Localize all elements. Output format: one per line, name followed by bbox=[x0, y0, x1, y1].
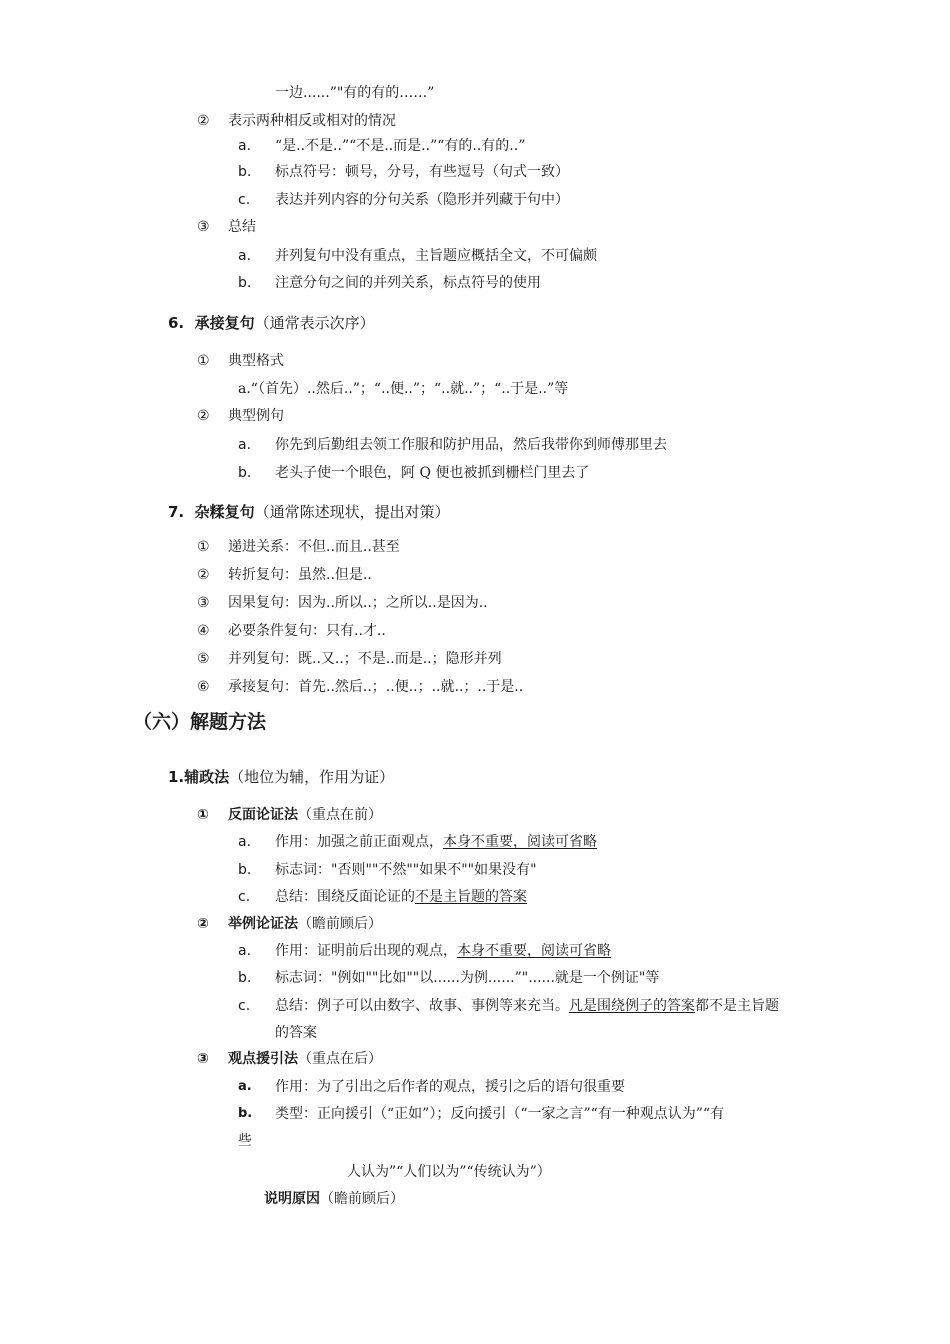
list-item: 老头子使一个眼色，阿 Q 便也被抓到栅栏门里去了 bbox=[275, 465, 590, 481]
list-marker: a. bbox=[238, 138, 252, 154]
list-marker: a. bbox=[238, 1079, 252, 1094]
list-marker: b. bbox=[238, 862, 252, 878]
heading-subtitle: （通常陈述现状，提出对策） bbox=[254, 503, 450, 521]
list-item: a.“（首先）..然后..”；“..便..”；“..就..”；“..于是..”等 bbox=[238, 381, 569, 397]
heading-title: 1.辅政法 bbox=[168, 768, 230, 786]
list-marker: ④ bbox=[197, 623, 210, 639]
list-marker: a. bbox=[238, 248, 252, 264]
heading-subtitle: （地位为辅，作用为证） bbox=[229, 768, 395, 786]
list-marker: ① bbox=[197, 539, 210, 555]
list-item-heading: 表示两种相反或相对的情况 bbox=[228, 113, 396, 129]
subsection-title: 反面论证法 bbox=[228, 807, 298, 823]
list-item: 注意分句之间的并列关系，标点符号的使用 bbox=[275, 275, 541, 291]
subsection-heading bbox=[228, 914, 382, 934]
list-item: “是..不是..”“不是..而是..”“有的..有的..” bbox=[275, 138, 526, 154]
list-item: 标志词："否则""不然""如果不""如果没有" bbox=[275, 862, 537, 878]
list-marker: b. bbox=[238, 275, 252, 291]
list-item: 作用：为了引出之后作者的观点，援引之后的语句很重要 bbox=[275, 1079, 625, 1095]
list-item: 类型：正向援引（“正如”）；反向援引（“一家之言”“有一种观点认为”“有 bbox=[275, 1106, 725, 1122]
list-marker: c. bbox=[238, 192, 251, 208]
heading-title: 承接复句 bbox=[194, 314, 255, 332]
list-item: 递进关系：不但..而且..甚至 bbox=[228, 539, 400, 555]
list-marker: ③ bbox=[197, 595, 210, 611]
list-marker: b. bbox=[238, 1106, 253, 1121]
list-marker: a. bbox=[238, 437, 252, 453]
text-run: 都不是主旨题 bbox=[695, 998, 779, 1014]
heading-title: 杂糅复句 bbox=[194, 503, 255, 521]
list-item: 标志词："例如""比如""以......为例......”"......就是一个例证"等 bbox=[275, 970, 660, 986]
list-item-heading: 典型例句 bbox=[228, 408, 284, 424]
list-item bbox=[275, 887, 527, 907]
list-item bbox=[275, 832, 597, 852]
text-run: 作用：证明前后出现的观点， bbox=[275, 943, 457, 959]
subsection-title: 观点援引法 bbox=[228, 1051, 298, 1067]
list-item-continuation: 些 bbox=[238, 1133, 252, 1149]
list-marker: a. bbox=[238, 943, 252, 959]
list-marker: c. bbox=[238, 889, 251, 905]
list-item-continuation: 的答案 bbox=[275, 1025, 317, 1041]
list-marker: b. bbox=[238, 465, 252, 481]
list-marker: ① bbox=[197, 807, 209, 823]
text-run: 作用：加强之前正面观点， bbox=[275, 834, 443, 850]
subsection-subtitle: （瞻前顾后） bbox=[298, 916, 382, 932]
subsection-subtitle: （瞻前顾后） bbox=[320, 1191, 404, 1207]
list-marker: ① bbox=[197, 353, 210, 369]
subsection-subtitle: （重点在前） bbox=[298, 807, 382, 823]
list-item: 转折复句：虽然..但是.. bbox=[228, 567, 372, 583]
list-marker: ⑥ bbox=[197, 679, 210, 695]
list-item bbox=[275, 996, 779, 1016]
list-item bbox=[275, 941, 611, 961]
text-run: 总结：围绕反面论证的 bbox=[275, 889, 415, 905]
list-marker: ② bbox=[197, 567, 210, 583]
heading-subtitle: （通常表示次序） bbox=[254, 314, 375, 332]
underlined-text: 不是主旨题的答案 bbox=[415, 889, 527, 905]
subsection-heading bbox=[264, 1189, 404, 1209]
heading-number: 6. bbox=[168, 314, 185, 332]
list-marker: ⑤ bbox=[197, 651, 210, 667]
list-item: 承接复句：首先..然后..；..便..；..就..；..于是.. bbox=[228, 679, 524, 695]
underlined-text: 本身不重要，阅读可省略 bbox=[457, 943, 611, 959]
method-heading bbox=[168, 767, 394, 787]
list-item: 表达并列内容的分句关系（隐形并列藏于句中） bbox=[275, 192, 569, 208]
subsection-heading bbox=[228, 805, 382, 825]
underlined-text: 凡是围绕例子的答案 bbox=[569, 998, 695, 1014]
text-run: 总结：例子可以由数字、故事、事例等来充当。 bbox=[275, 998, 569, 1014]
underlined-text: 本身不重要，阅读可省略 bbox=[443, 834, 597, 850]
list-item: 你先到后勤组去领工作服和防护用品，然后我带你到师傅那里去 bbox=[275, 437, 667, 453]
list-marker: b. bbox=[238, 970, 252, 986]
list-item: 并列复句：既..又..；不是..而是..；隐形并列 bbox=[228, 651, 502, 667]
heading-number: 7. bbox=[168, 503, 185, 521]
list-item-continuation: 人认为”“人们以为”“传统认为”） bbox=[347, 1164, 551, 1180]
list-item-heading: 典型格式 bbox=[228, 353, 284, 369]
list-marker: ② bbox=[197, 113, 210, 129]
list-marker: ② bbox=[197, 408, 210, 424]
subsection-heading bbox=[228, 1049, 382, 1069]
list-marker: a. bbox=[238, 834, 252, 850]
subsection-title: 举例论证法 bbox=[228, 916, 298, 932]
section-heading-7 bbox=[168, 502, 450, 522]
subsection-title: 说明原因 bbox=[264, 1191, 320, 1207]
list-marker: c. bbox=[238, 998, 251, 1014]
continuation-line: 一边......”"有的有的……” bbox=[275, 85, 435, 101]
list-item-heading: 总结 bbox=[228, 219, 256, 235]
list-marker: b. bbox=[238, 164, 252, 180]
list-marker: ② bbox=[197, 916, 209, 932]
subsection-subtitle: （重点在后） bbox=[298, 1051, 382, 1067]
section-heading-6 bbox=[168, 313, 375, 333]
list-marker: ③ bbox=[197, 1051, 209, 1067]
section-title: （六）解题方法 bbox=[133, 711, 267, 733]
list-item: 因果复句：因为..所以..；之所以..是因为.. bbox=[228, 595, 488, 611]
list-item: 并列复句中没有重点，主旨题应概括全文，不可偏颇 bbox=[275, 248, 597, 264]
list-marker: ③ bbox=[197, 219, 210, 235]
list-item: 必要条件复句：只有..才.. bbox=[228, 623, 386, 639]
list-item: 标点符号：顿号，分号，有些逗号（句式一致） bbox=[275, 164, 569, 180]
